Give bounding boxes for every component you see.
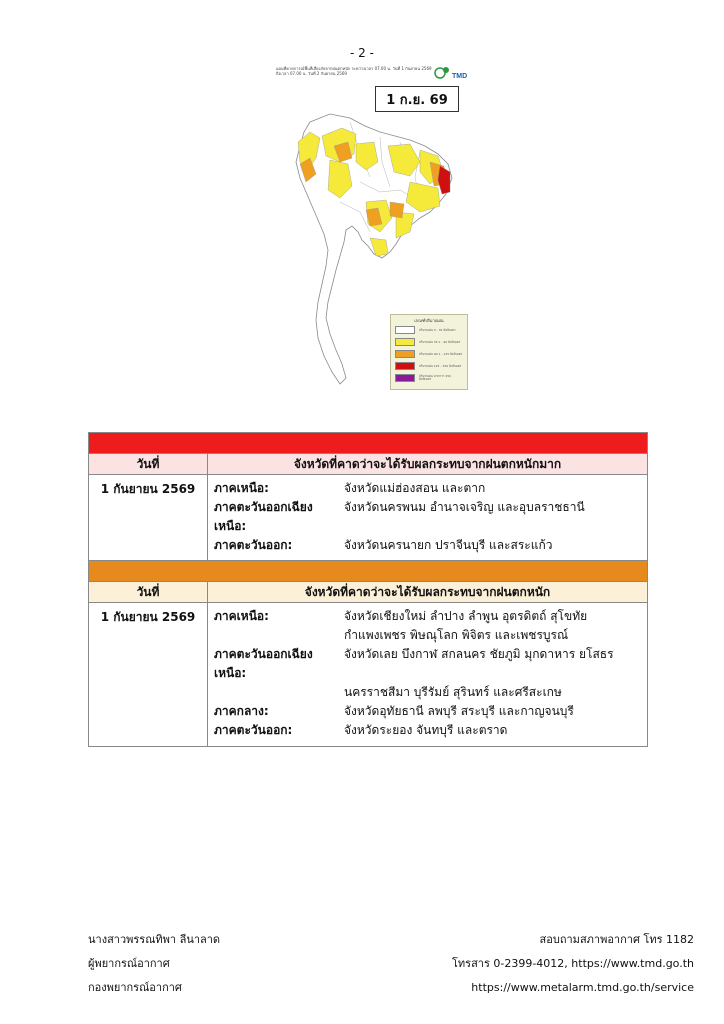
region-row bbox=[214, 702, 647, 721]
severity-bar-orange bbox=[89, 561, 648, 582]
region-provinces: จังหวัดเลย บึงกาฬ สกลนคร ชัยภูมิ มุกดาหาร ยโสธร bbox=[344, 647, 614, 661]
region-provinces: กำแพงเพชร พิษณุโลก พิจิตร และเพชรบูรณ์ bbox=[344, 628, 569, 642]
region-name: ภาคตะวันออก: bbox=[214, 723, 293, 737]
date-column-header: วันที่ bbox=[89, 582, 208, 603]
contact-fax-website[interactable]: โทรสาร 0-2399-4012, https://www.tmd.go.th bbox=[452, 957, 694, 970]
region-provinces: จังหวัดระยอง จันทบุรี และตราด bbox=[344, 723, 508, 737]
legend-item bbox=[395, 324, 467, 336]
forecaster-title: ผู้พยากรณ์อากาศ bbox=[88, 957, 170, 970]
legend-text: ปริมาณฝน 0 - 35 มิลลิเมตร bbox=[419, 327, 456, 332]
legend-item bbox=[395, 336, 467, 348]
region-provinces: จังหวัดอุทัยธานี ลพบุรี สระบุรี และกาญจนบุรี bbox=[344, 704, 574, 718]
provinces-column-header: จังหวัดที่คาดว่าจะได้รับผลกระทบจากฝนตกหนักมาก bbox=[208, 454, 648, 475]
region-list bbox=[208, 603, 648, 747]
footer-forecaster bbox=[88, 928, 220, 1000]
region-provinces: จังหวัดแม่ฮ่องสอน และตาก bbox=[344, 481, 486, 495]
region-row bbox=[214, 498, 647, 536]
legend-item bbox=[395, 372, 467, 384]
very-heavy-rain-table bbox=[88, 432, 648, 562]
region-provinces: นครราชสีมา บุรีรัมย์ สุรินทร์ และศรีสะเกษ bbox=[344, 685, 562, 699]
table-row bbox=[89, 603, 648, 747]
region-name: ภาคเหนือ: bbox=[214, 481, 269, 495]
legend-text: ปริมาณฝน 35.1 - 90 มิลลิเมตร bbox=[419, 339, 461, 344]
contact-phone: สอบถามสภาพอากาศ โทร 1182 bbox=[539, 933, 694, 946]
table-row bbox=[89, 475, 648, 562]
map-title: แผนที่คาดการณ์พื้นที่เสี่ยงภัยจากฝนตกหนัก ระหว่างเวลา 07.00 น. วันที่ 1 กันยายน 2569 ถึงเวลา 07.00 น. วันที่ 2 กันยายน 2569 bbox=[276, 66, 432, 76]
region-row bbox=[214, 607, 647, 626]
legend-item bbox=[395, 348, 467, 360]
legend-swatch bbox=[395, 374, 415, 382]
legend-item bbox=[395, 360, 467, 372]
region-name: ภาคกลาง: bbox=[214, 704, 269, 718]
legend-title: เกณฑ์ปริมาณฝน bbox=[414, 318, 444, 323]
date-cell: 1 กันยายน 2569 bbox=[89, 475, 208, 562]
region-provinces: จังหวัดนครนายก ปราจีนบุรี และสระแก้ว bbox=[344, 538, 553, 552]
rain-risk-map bbox=[270, 62, 470, 392]
legend-swatch bbox=[395, 362, 415, 370]
region-row bbox=[214, 479, 647, 498]
map-date-label: 1 ก.ย. 69 bbox=[375, 86, 459, 112]
region-name: ภาคตะวันออกเฉียงเหนือ: bbox=[214, 500, 313, 533]
region-list bbox=[208, 475, 648, 562]
forecaster-name: นางสาวพรรณทิพา ลีนาลาด bbox=[88, 933, 221, 946]
legend-text: ปริมาณฝน มากกว่า 250 มิลลิเมตร bbox=[419, 374, 452, 381]
contact-service-link[interactable]: https://www.metalarm.tmd.go.th/service bbox=[471, 981, 694, 994]
region-name: ภาคตะวันออกเฉียงเหนือ: bbox=[214, 647, 313, 680]
region-row bbox=[214, 626, 647, 645]
region-provinces: จังหวัดนครพนม อำนาจเจริญ และอุบลราชธานี bbox=[344, 500, 585, 514]
severity-bar-red bbox=[89, 433, 648, 454]
map-legend bbox=[390, 314, 468, 390]
region-provinces: จังหวัดเชียงใหม่ ลำปาง ลำพูน อุตรดิตถ์ สุโขทัย bbox=[344, 609, 588, 623]
region-name: ภาคเหนือ: bbox=[214, 609, 269, 623]
region-row bbox=[214, 683, 647, 702]
tmd-logo bbox=[432, 65, 468, 81]
date-column-header: วันที่ bbox=[89, 454, 208, 475]
footer-contact bbox=[452, 928, 694, 1000]
page-number: - 2 - bbox=[350, 46, 374, 60]
provinces-column-header: จังหวัดที่คาดว่าจะได้รับผลกระทบจากฝนตกหนัก bbox=[208, 582, 648, 603]
region-row bbox=[214, 645, 647, 683]
legend-swatch bbox=[395, 338, 415, 346]
legend-swatch bbox=[395, 350, 415, 358]
heavy-rain-table bbox=[88, 560, 648, 747]
region-row bbox=[214, 721, 647, 740]
logo-text: TMD bbox=[452, 73, 468, 80]
date-cell: 1 กันยายน 2569 bbox=[89, 603, 208, 747]
legend-text: ปริมาณฝน 125 - 250 มิลลิเมตร bbox=[419, 363, 462, 368]
forecaster-division: กองพยากรณ์อากาศ bbox=[88, 981, 182, 994]
region-name: ภาคตะวันออก: bbox=[214, 538, 293, 552]
legend-swatch bbox=[395, 326, 415, 334]
legend-text: ปริมาณฝน 90.1 - 125 มิลลิเมตร bbox=[419, 351, 463, 356]
region-row bbox=[214, 536, 647, 555]
